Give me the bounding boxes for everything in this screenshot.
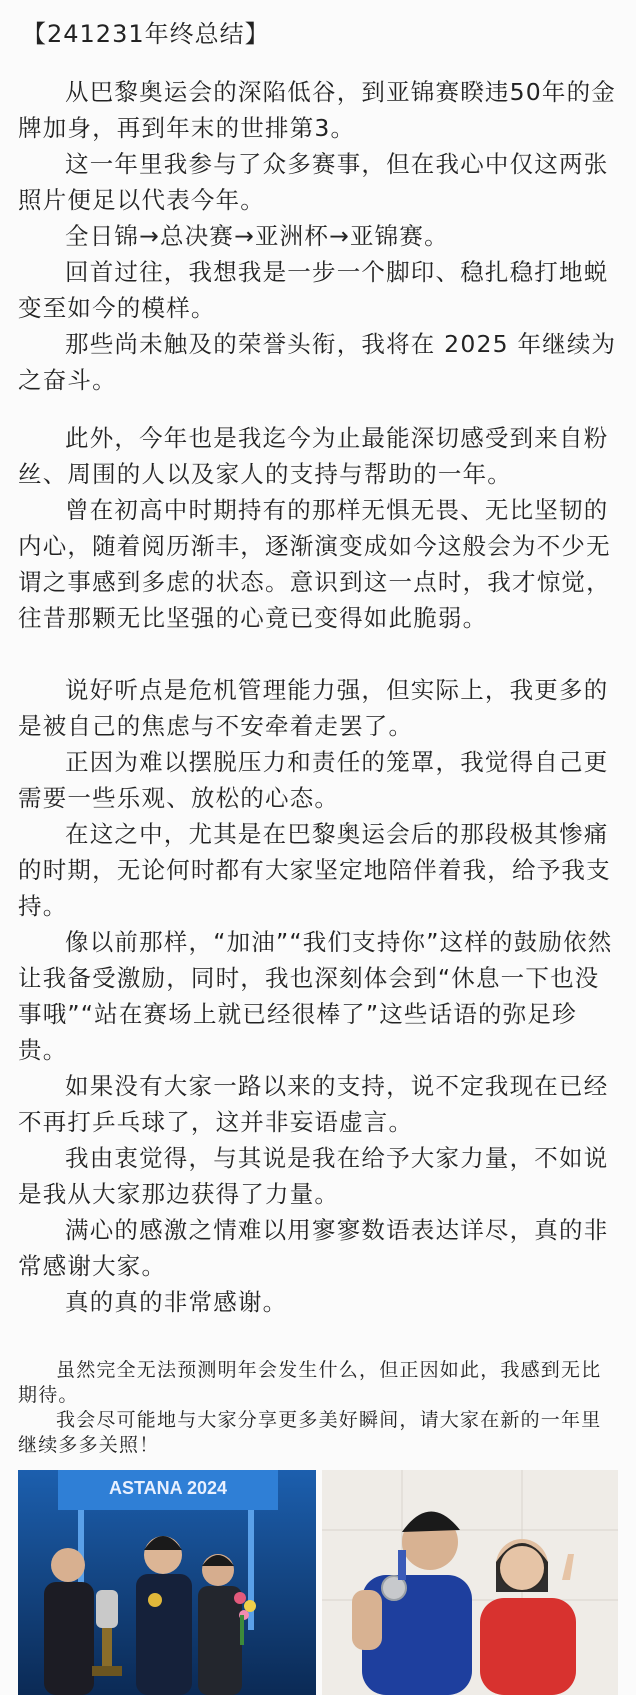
paragraph-1: 从巴黎奥运会的深陷低谷，到亚锦赛睽违50年的金牌加身，再到年末的世排第3。 bbox=[18, 78, 617, 142]
paragraph-5: 那些尚未触及的荣誉头衔，我将在 2025 年继续为之奋斗。 bbox=[18, 330, 617, 394]
paragraph-3: 全日锦→总决赛→亚洲杯→亚锦赛。 bbox=[65, 222, 449, 250]
paragraph-9: 正因为难以摆脱压力和责任的笼罩，我觉得自己更需要一些乐观、放松的心态。 bbox=[18, 748, 609, 812]
paragraph-17: 我会尽可能地与大家分享更多美好瞬间，请大家在新的一年里继续多多关照！ bbox=[18, 1409, 602, 1456]
paragraph-6: 此外，今年也是我迄今为止最能深切感受到来自粉丝、周围的人以及家人的支持与帮助的一年。 bbox=[18, 424, 609, 488]
paragraph-12: 如果没有大家一路以来的支持，说不定我现在已经不再打乒乓球了，这并非妄语虚言。 bbox=[18, 1072, 609, 1136]
page-title: 【241231年终总结】 bbox=[22, 20, 270, 48]
banner-text: ASTANA 2024 bbox=[108, 1478, 228, 1498]
paragraph-13: 我由衷觉得，与其说是我在给予大家力量，不如说是我从大家那边获得了力量。 bbox=[18, 1144, 609, 1208]
paragraph-15: 真的真的非常感谢。 bbox=[65, 1288, 288, 1316]
paragraph-8: 说好听点是危机管理能力强，但实际上，我更多的是被自己的焦虑与不安牵着走罢了。 bbox=[18, 676, 609, 740]
paragraph-4: 回首过往，我想我是一步一个脚印、稳扎稳打地蜕变至如今的模样。 bbox=[18, 258, 609, 322]
paragraph-10: 在这之中，尤其是在巴黎奥运会后的那段极其惨痛的时期，无论何时都有大家坚定地陪伴着我，给予我支持。 bbox=[18, 820, 611, 920]
paragraph-11: 像以前那样，“加油”“我们支持你”这样的鼓励依然让我备受激励，同时，我也深刻体会到“休息一下也没事哦”“站在赛场上就已经很棒了”这些话语的弥足珍贵。 bbox=[18, 928, 613, 1064]
photo-podium bbox=[18, 1470, 316, 1695]
paragraph-16: 虽然完全无法预测明年会发生什么，但正因如此，我感到无比期待。 bbox=[18, 1359, 602, 1406]
photo-selfie bbox=[322, 1470, 618, 1695]
paragraph-14: 满心的感激之情难以用寥寥数语表达详尽，真的非常感谢大家。 bbox=[18, 1216, 609, 1280]
paragraph-2: 这一年里我参与了众多赛事，但在我心中仅这两张照片便足以代表今年。 bbox=[18, 150, 609, 214]
paragraph-7: 曾在初高中时期持有的那样无惧无畏、无比坚韧的内心，随着阅历渐丰，逐渐演变成如今这般会为不少无谓之事感到多虑的状态。意识到这一点时，我才惊觉，往昔那颗无比坚强的心竟已变得如此脆弱。 bbox=[18, 496, 611, 632]
